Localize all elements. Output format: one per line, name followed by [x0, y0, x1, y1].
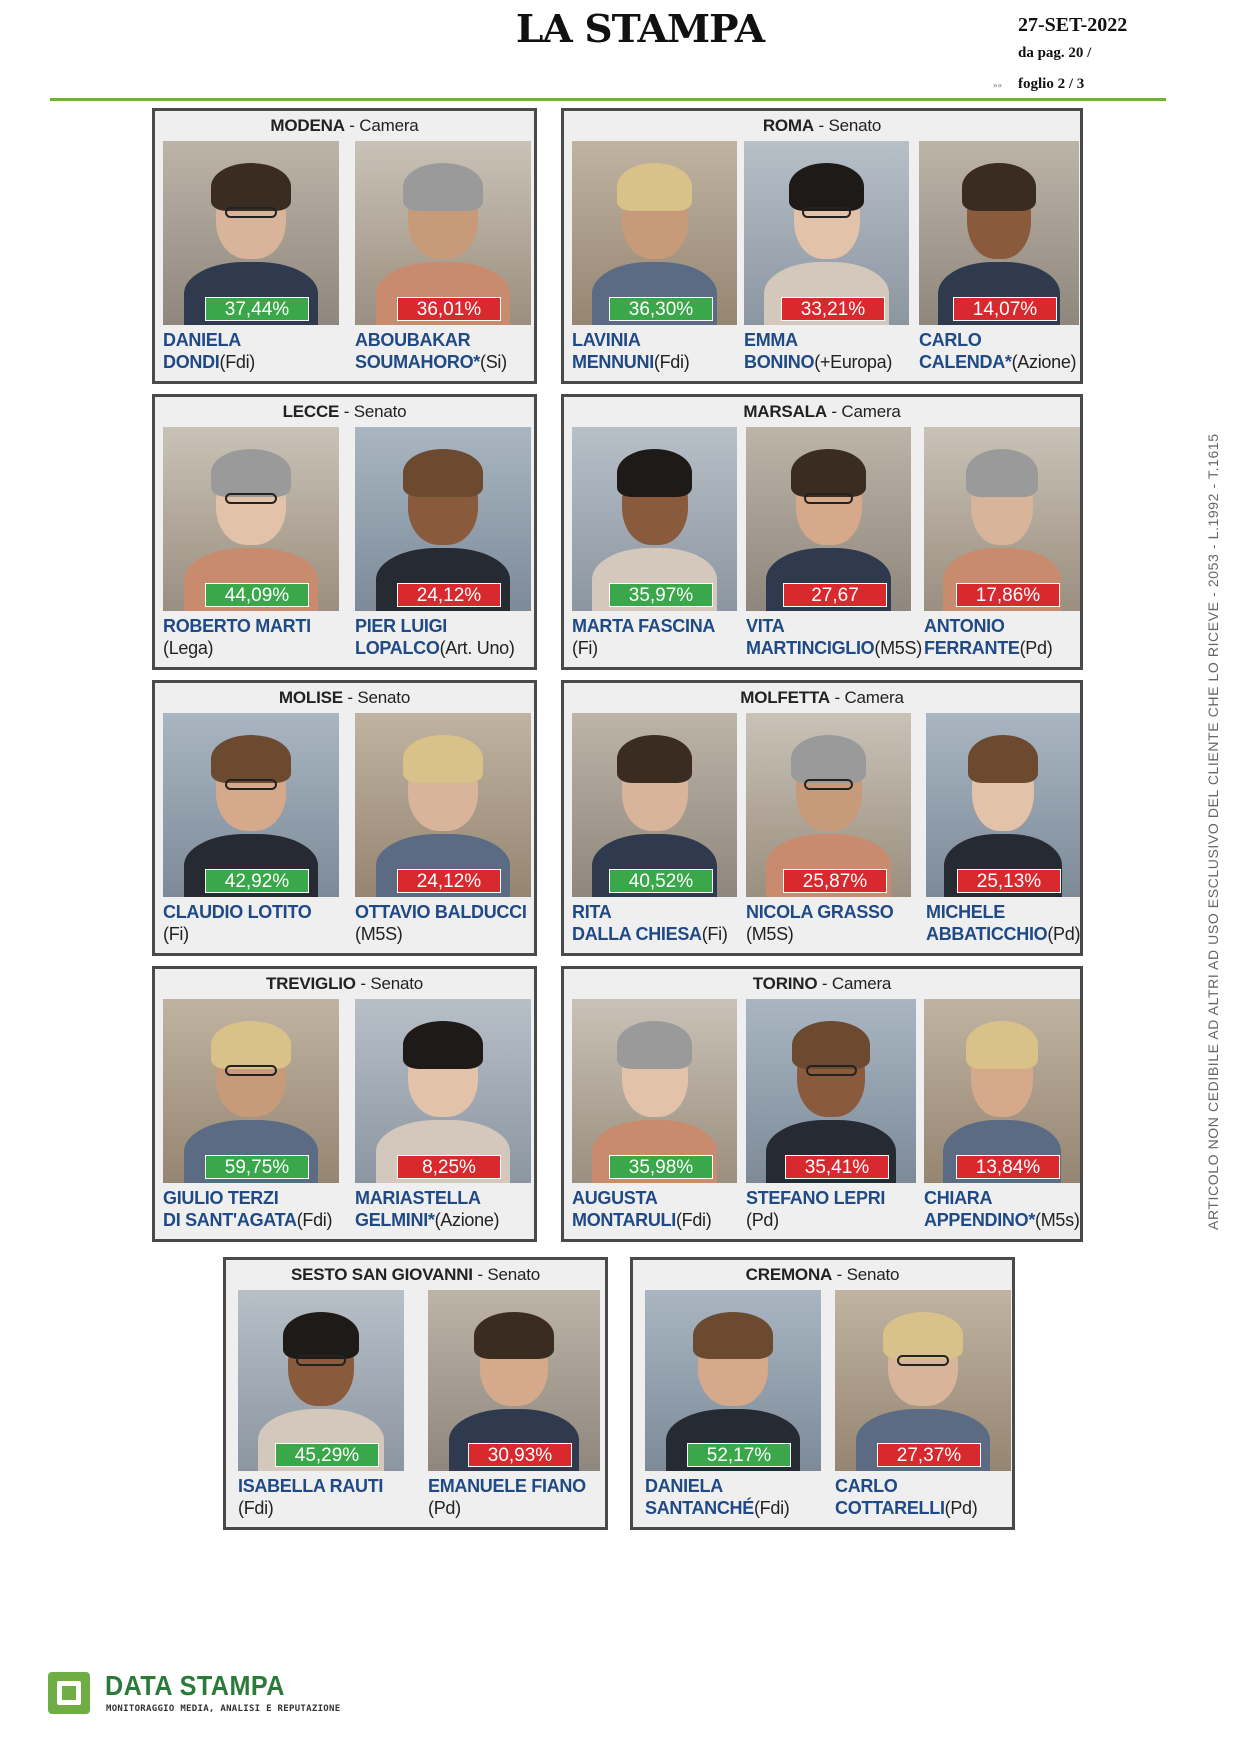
candidate-card	[572, 141, 737, 379]
candidate-name-line2: BONINO(+Europa)	[744, 352, 893, 372]
result-box-marsala	[561, 394, 1083, 670]
candidate-name	[163, 329, 359, 379]
result-box-molfetta	[561, 680, 1083, 956]
box-title	[564, 971, 1080, 997]
candidate-name	[835, 1475, 1031, 1525]
candidate-name	[428, 1475, 620, 1525]
candidate-name-line2	[428, 1497, 620, 1519]
candidate-card	[746, 999, 916, 1237]
candidate-name-line2: GELMINI*(Azione)	[355, 1210, 500, 1230]
party-label: (Azione)	[1011, 352, 1077, 372]
chamber-label: - Senato	[355, 974, 424, 993]
vote-percentage-badge: 24,12%	[397, 869, 501, 893]
candidate-name-line2: SANTANCHÉ(Fdi)	[645, 1498, 790, 1518]
party-label: (+Europa)	[814, 352, 893, 372]
candidate-card	[355, 427, 531, 665]
party-label: (M5s)	[1035, 1210, 1080, 1230]
box-title	[155, 685, 534, 711]
constituency-name: MARSALA	[743, 402, 827, 421]
candidate-card	[835, 1290, 1011, 1525]
candidate-name	[572, 329, 757, 379]
party-label: (M5S)	[874, 638, 922, 658]
candidate-name-line1: OTTAVIO BALDUCCI	[355, 902, 527, 922]
constituency-name: MOLFETTA	[740, 688, 830, 707]
candidate-name-line2: MARTINCIGLIO(M5S)	[746, 638, 922, 658]
candidate-name-line1: ROBERTO MARTI	[163, 616, 311, 636]
constituency-name: SESTO SAN GIOVANNI	[290, 1265, 473, 1284]
candidate-name-line2: APPENDINO*(M5s)	[924, 1210, 1080, 1230]
candidate-name-line1: LAVINIA	[572, 330, 641, 350]
candidate-card	[572, 713, 737, 951]
vote-percentage-badge: 13,84%	[956, 1155, 1060, 1179]
candidate-name	[746, 615, 931, 665]
candidate-name-line1: PIER LUIGI	[355, 616, 448, 636]
vote-percentage-badge: 52,17%	[687, 1443, 791, 1467]
candidate-name-line2	[163, 637, 359, 659]
candidate-name-line2: MENNUNI(Fdi)	[572, 352, 690, 372]
candidate-name-line2: MONTARULI(Fdi)	[572, 1210, 712, 1230]
candidate-card	[238, 1290, 404, 1525]
vote-percentage-badge: 44,09%	[205, 583, 309, 607]
chamber-label: - Camera	[344, 116, 419, 135]
party-label: (Pd)	[428, 1498, 461, 1518]
party-label: (Pd)	[1019, 638, 1053, 658]
vote-percentage-badge: 14,07%	[953, 297, 1057, 321]
candidate-name-line1: CARLO	[835, 1476, 898, 1496]
arrow-marker: »»	[993, 80, 1002, 90]
box-title	[155, 113, 534, 139]
party-label: (M5S)	[746, 924, 794, 944]
candidate-name-line1: CLAUDIO LOTITO	[163, 902, 312, 922]
vote-percentage-badge: 33,21%	[781, 297, 885, 321]
vote-percentage-badge: 8,25%	[397, 1155, 501, 1179]
vote-percentage-badge: 36,30%	[609, 297, 713, 321]
masthead-logo: LA STAMPA	[515, 6, 765, 51]
candidate-name	[572, 1187, 757, 1237]
result-box-sesto-san-giovanni	[223, 1257, 608, 1530]
candidate-name-line1: MICHELE	[926, 902, 1005, 922]
result-box-treviglio	[152, 966, 537, 1242]
constituency-name: CREMONA	[745, 1265, 833, 1284]
party-label: (Pd)	[944, 1498, 978, 1518]
vote-percentage-badge: 17,86%	[956, 583, 1060, 607]
party-label: (Fdi)	[675, 1210, 712, 1230]
party-label: (Fi)	[701, 924, 728, 944]
vote-percentage-badge: 25,13%	[957, 869, 1061, 893]
party-label: (M5S)	[355, 924, 403, 944]
box-title	[155, 399, 534, 425]
candidate-card	[572, 427, 737, 665]
party-label: (Azione)	[434, 1210, 500, 1230]
candidate-name-line2: FERRANTE(Pd)	[924, 638, 1053, 658]
constituency-name: MODENA	[270, 116, 345, 135]
candidate-name-line2	[746, 923, 931, 945]
chamber-label: - Camera	[829, 688, 904, 707]
result-box-modena	[152, 108, 537, 384]
vote-percentage-badge: 24,12%	[397, 583, 501, 607]
party-label: (Fdi)	[238, 1498, 274, 1518]
candidate-name-line2	[238, 1497, 424, 1519]
candidate-card	[919, 141, 1079, 379]
candidate-name	[355, 1187, 551, 1237]
candidate-card	[572, 999, 737, 1237]
candidate-name-line2	[355, 923, 551, 945]
candidate-name	[355, 615, 551, 665]
party-label: (Fi)	[163, 924, 189, 944]
party-label: (Fdi)	[753, 1498, 790, 1518]
candidate-name-line1: GIULIO TERZI	[163, 1188, 279, 1208]
candidate-name-line1: RITA	[572, 902, 612, 922]
candidate-name-line2	[572, 637, 757, 659]
candidate-name-line2: DONDI(Fdi)	[163, 352, 255, 372]
vote-percentage-badge: 37,44%	[205, 297, 309, 321]
sheet-number: foglio 2 / 3	[1018, 76, 1085, 92]
candidate-name-line1: ISABELLA RAUTI	[238, 1476, 384, 1496]
party-label: (Art. Uno)	[439, 638, 515, 658]
result-box-lecce	[152, 394, 537, 670]
candidate-card	[163, 141, 339, 379]
party-label: (Fdi)	[219, 352, 255, 372]
candidate-name	[355, 901, 551, 951]
candidate-name	[926, 901, 1100, 951]
candidate-card	[746, 713, 911, 951]
party-label: (Fi)	[572, 638, 598, 658]
candidate-name-line1: NICOLA GRASSO	[746, 902, 894, 922]
vote-percentage-badge: 42,92%	[205, 869, 309, 893]
candidate-name-line2: LOPALCO(Art. Uno)	[355, 638, 515, 658]
vote-percentage-badge: 35,41%	[785, 1155, 889, 1179]
candidate-name	[746, 901, 931, 951]
candidate-name-line1: ANTONIO	[924, 616, 1005, 636]
candidate-name-line1: DANIELA	[163, 330, 241, 350]
candidate-name-line1: DANIELA	[645, 1476, 723, 1496]
candidate-name-line2	[746, 1209, 936, 1231]
party-label: (Lega)	[163, 638, 214, 658]
vote-percentage-badge: 36,01%	[397, 297, 501, 321]
candidate-name	[572, 901, 757, 951]
footer-logo-name: DATA STAMPA	[105, 1670, 285, 1701]
candidate-card	[428, 1290, 600, 1525]
box-title	[226, 1262, 605, 1288]
candidate-card	[163, 999, 339, 1237]
vote-percentage-badge: 59,75%	[205, 1155, 309, 1179]
candidate-name	[924, 1187, 1100, 1237]
candidate-name	[355, 329, 551, 379]
chamber-label: - Senato	[342, 688, 411, 707]
candidate-card	[355, 141, 531, 379]
vote-percentage-badge: 35,98%	[609, 1155, 713, 1179]
candidate-name	[919, 329, 1099, 379]
vote-percentage-badge: 35,97%	[609, 583, 713, 607]
candidate-name-line2: DALLA CHIESA(Fi)	[572, 924, 728, 944]
candidate-name	[924, 615, 1100, 665]
chamber-label: - Senato	[472, 1265, 541, 1284]
candidate-name	[163, 901, 359, 951]
candidate-name	[163, 615, 359, 665]
party-label: (Fdi)	[653, 352, 690, 372]
footer-logo-tagline: MONITORAGGIO MEDIA, ANALISI E REPUTAZIONE	[106, 1704, 341, 1714]
constituency-name: ROMA	[762, 116, 814, 135]
candidate-name-line1: MARTA FASCINA	[572, 616, 716, 636]
header-rule	[50, 98, 1166, 101]
result-box-cremona	[630, 1257, 1015, 1530]
candidate-name-line1: STEFANO LEPRI	[746, 1188, 886, 1208]
party-label: (Fdi)	[296, 1210, 333, 1230]
candidate-name-line1: EMANUELE FIANO	[428, 1476, 586, 1496]
candidate-name-line2	[163, 923, 359, 945]
data-stampa-logo-icon	[48, 1672, 90, 1714]
candidate-name	[238, 1475, 424, 1525]
candidate-name-line1: MARIASTELLA	[355, 1188, 481, 1208]
box-title	[633, 1262, 1012, 1288]
chamber-label: - Senato	[339, 402, 407, 421]
candidate-name-line1: VITA	[746, 616, 785, 636]
candidate-name	[744, 329, 929, 379]
box-title	[564, 685, 1080, 711]
candidate-name-line1: ABOUBAKAR	[355, 330, 471, 350]
result-box-torino	[561, 966, 1083, 1242]
vote-percentage-badge: 27,67	[783, 583, 887, 607]
result-box-roma	[561, 108, 1083, 384]
candidate-name-line1: EMMA	[744, 330, 798, 350]
candidate-name-line2: COTTARELLI(Pd)	[835, 1498, 978, 1518]
vote-percentage-badge: 25,87%	[783, 869, 887, 893]
constituency-name: LECCE	[282, 402, 340, 421]
candidate-card	[924, 427, 1080, 665]
chamber-label: - Camera	[826, 402, 901, 421]
constituency-name: TORINO	[752, 974, 818, 993]
candidate-name-line1: CARLO	[919, 330, 982, 350]
vote-percentage-badge: 30,93%	[468, 1443, 572, 1467]
candidate-card	[163, 713, 339, 951]
chamber-label: - Senato	[832, 1265, 900, 1284]
vote-percentage-badge: 45,29%	[275, 1443, 379, 1467]
box-title	[564, 113, 1080, 139]
chamber-label: - Camera	[817, 974, 892, 993]
box-title	[564, 399, 1080, 425]
candidate-card	[645, 1290, 821, 1525]
candidate-name-line2: DI SANT'AGATA(Fdi)	[163, 1210, 333, 1230]
constituency-name: TREVIGLIO	[265, 974, 356, 993]
candidate-name-line2: ABBATICCHIO(Pd)	[926, 924, 1081, 944]
candidate-name-line2: CALENDA*(Azione)	[919, 352, 1077, 372]
chamber-label: - Senato	[813, 116, 882, 135]
candidate-card	[746, 427, 922, 665]
page-reference: da pag. 20 /	[1018, 45, 1092, 61]
candidate-name-line1: AUGUSTA	[572, 1188, 658, 1208]
candidate-name	[645, 1475, 841, 1525]
candidate-card	[744, 141, 909, 379]
candidate-card	[355, 999, 531, 1237]
party-label: (Pd)	[746, 1210, 779, 1230]
candidate-name-line1: CHIARA	[924, 1188, 993, 1208]
box-title	[155, 971, 534, 997]
vote-percentage-badge: 40,52%	[609, 869, 713, 893]
party-label: (Si)	[480, 352, 507, 372]
candidate-card	[924, 999, 1080, 1237]
candidate-name	[163, 1187, 359, 1237]
result-box-molise	[152, 680, 537, 956]
date: 27-SET-2022	[1018, 14, 1128, 36]
candidate-card	[355, 713, 531, 951]
vote-percentage-badge: 27,37%	[877, 1443, 981, 1467]
candidate-card	[163, 427, 339, 665]
candidate-card	[926, 713, 1080, 951]
candidate-name	[746, 1187, 936, 1237]
constituency-name: MOLISE	[278, 688, 343, 707]
candidate-name-line2: SOUMAHORO*(Si)	[355, 352, 507, 372]
candidate-name	[572, 615, 757, 665]
party-label: (Pd)	[1047, 924, 1081, 944]
